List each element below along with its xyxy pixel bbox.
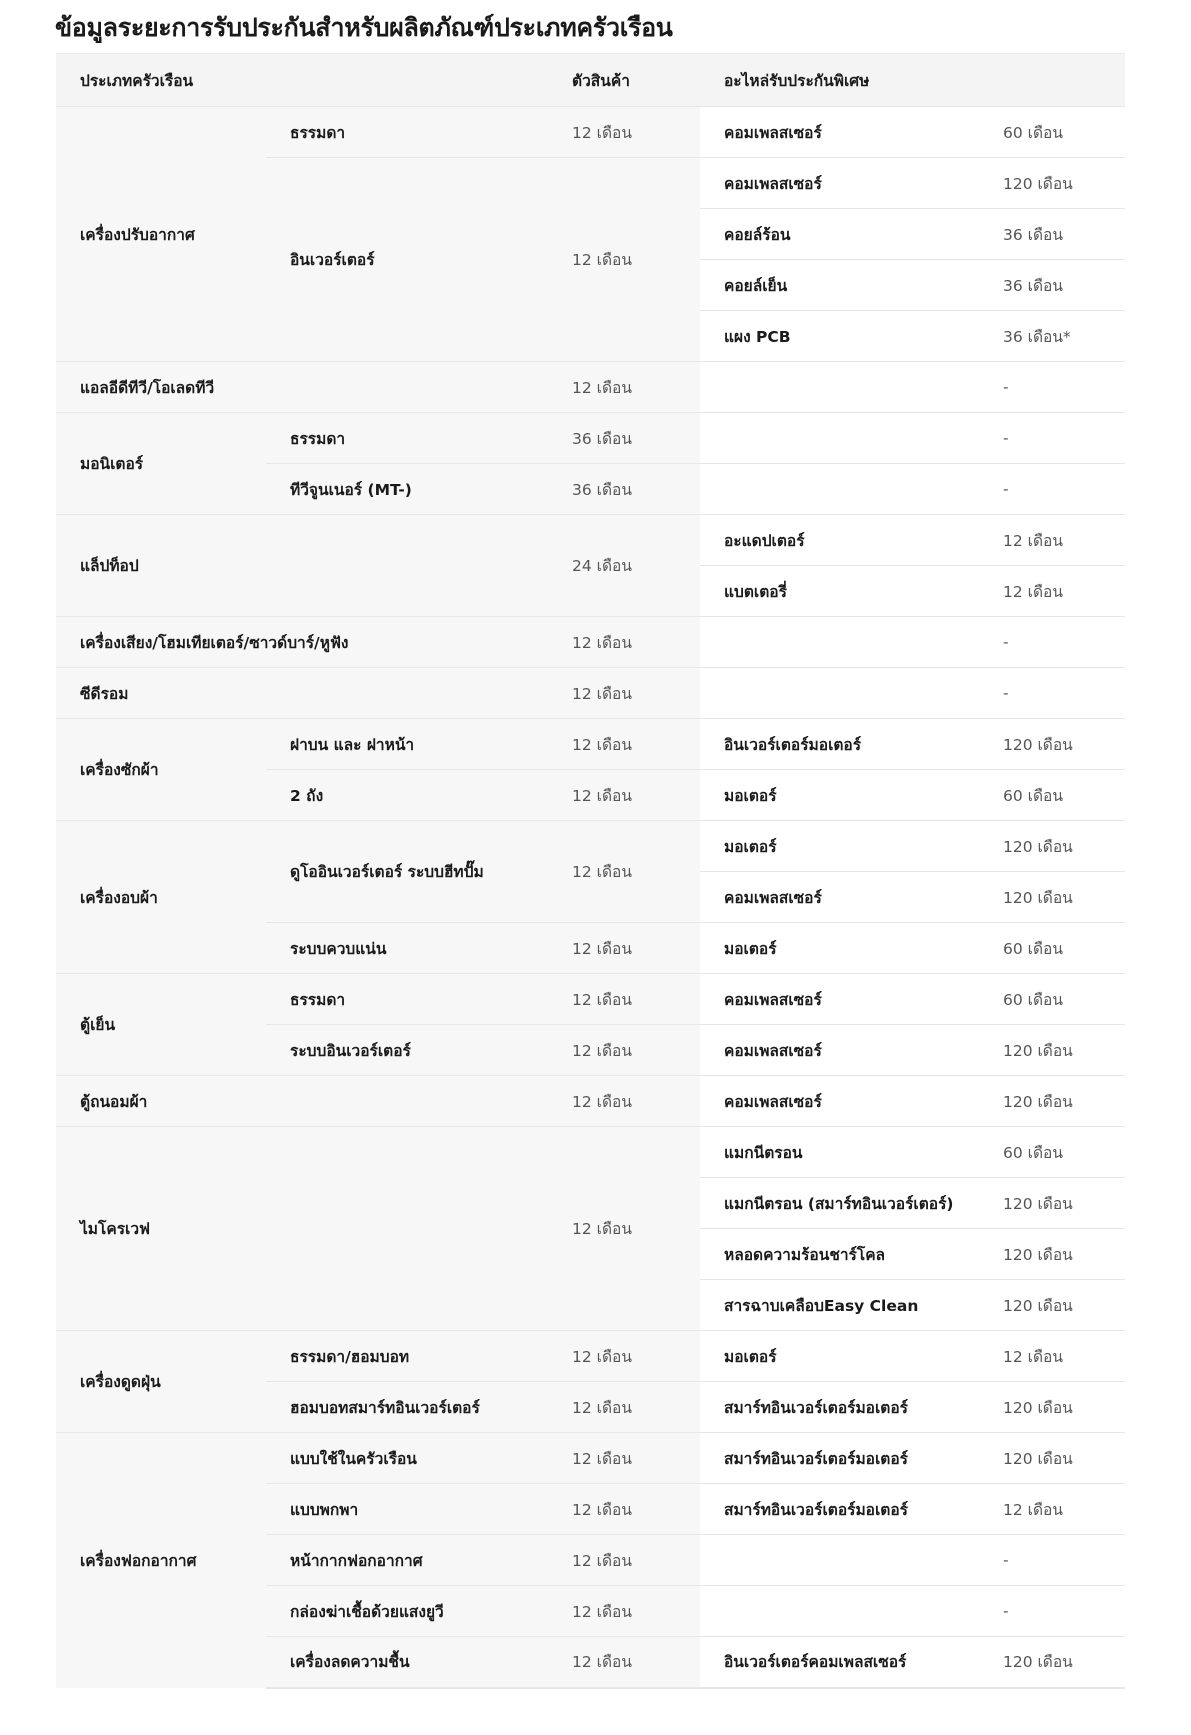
main-period-cell: 12 เดือน [548, 1637, 700, 1688]
table-row [56, 821, 1125, 872]
main-period-cell: 12 เดือน [548, 617, 700, 668]
part-cell: คอยล์ร้อน [700, 209, 979, 260]
table-row [56, 617, 1125, 668]
part-cell: คอมเพลสเซอร์ [700, 872, 979, 923]
subtype-cell: ฮอมบอทสมาร์ทอินเวอร์เตอร์ [266, 1382, 548, 1433]
table-row [56, 974, 1125, 1025]
part-period-cell: - [979, 617, 1125, 668]
part-cell: คอยล์เย็น [700, 260, 979, 311]
part-period-cell: 120 เดือน [979, 1229, 1125, 1280]
category-cell: ตู้เย็น [56, 974, 266, 1076]
warranty-table [56, 53, 1125, 1689]
subtype-cell: ฝาบน และ ฝาหน้า [266, 719, 548, 770]
table-row [56, 719, 1125, 770]
table-body [56, 107, 1125, 1688]
part-cell: อะแดปเตอร์ [700, 515, 979, 566]
part-period-cell: - [979, 362, 1125, 413]
main-period-cell: 12 เดือน [548, 1127, 700, 1331]
page-title: ข้อมูลระยะการรับประกันสำหรับผลิตภัณฑ์ประเภทครัวเรือน [55, 13, 673, 42]
part-period-cell: - [979, 668, 1125, 719]
part-period-cell: 120 เดือน [979, 1637, 1125, 1688]
table-row [56, 515, 1125, 566]
category-cell: มอนิเตอร์ [56, 413, 266, 515]
category-cell: เครื่องฟอกอากาศ [56, 1433, 266, 1688]
part-cell: คอมเพลสเซอร์ [700, 1025, 979, 1076]
part-cell: คอมเพลสเซอร์ [700, 158, 979, 209]
category-cell: ซีดีรอม [56, 668, 548, 719]
main-period-cell: 12 เดือน [548, 1076, 700, 1127]
part-cell: สมาร์ทอินเวอร์เตอร์มอเตอร์ [700, 1433, 979, 1484]
part-period-cell: - [979, 1535, 1125, 1586]
subtype-cell: ระบบควบแน่น [266, 923, 548, 974]
category-cell: เครื่องซักผ้า [56, 719, 266, 821]
part-period-cell: 60 เดือน [979, 1127, 1125, 1178]
part-period-cell: 12 เดือน [979, 1331, 1125, 1382]
table-row [56, 1331, 1125, 1382]
subtype-cell: ธรรมดา/ฮอมบอท [266, 1331, 548, 1382]
part-period-cell: 36 เดือน [979, 209, 1125, 260]
part-cell: อินเวอร์เตอร์คอมเพลสเซอร์ [700, 1637, 979, 1688]
part-period-cell: 120 เดือน [979, 1382, 1125, 1433]
part-cell: สารฉาบเคลือบEasy Clean [700, 1280, 979, 1331]
category-cell: ตู้ถนอมผ้า [56, 1076, 548, 1127]
part-cell: มอเตอร์ [700, 821, 979, 872]
main-period-cell: 12 เดือน [548, 158, 700, 362]
part-cell: สมาร์ทอินเวอร์เตอร์มอเตอร์ [700, 1484, 979, 1535]
part-cell [700, 1586, 979, 1637]
main-period-cell: 12 เดือน [548, 668, 700, 719]
part-cell: แมกนีตรอน (สมาร์ทอินเวอร์เตอร์) [700, 1178, 979, 1229]
main-period-cell: 12 เดือน [548, 107, 700, 158]
part-period-cell: 120 เดือน [979, 1076, 1125, 1127]
category-cell: เครื่องปรับอากาศ [56, 107, 266, 362]
table-header-row [56, 54, 1125, 107]
header-category: ประเภทครัวเรือน [56, 54, 548, 107]
part-period-cell: 120 เดือน [979, 1025, 1125, 1076]
part-period-cell: - [979, 464, 1125, 515]
table-row [56, 668, 1125, 719]
main-period-cell: 12 เดือน [548, 770, 700, 821]
part-period-cell: 12 เดือน [979, 566, 1125, 617]
subtype-cell: อินเวอร์เตอร์ [266, 158, 548, 362]
subtype-cell: ธรรมดา [266, 413, 548, 464]
table-row [56, 1433, 1125, 1484]
subtype-cell: กล่องฆ่าเชื้อด้วยแสงยูวี [266, 1586, 548, 1637]
main-period-cell: 12 เดือน [548, 362, 700, 413]
part-cell: มอเตอร์ [700, 770, 979, 821]
main-period-cell: 12 เดือน [548, 1535, 700, 1586]
part-cell [700, 617, 979, 668]
main-period-cell: 36 เดือน [548, 413, 700, 464]
part-period-cell: 120 เดือน [979, 158, 1125, 209]
category-cell: ไมโครเวฟ [56, 1127, 548, 1331]
part-cell: อินเวอร์เตอร์มอเตอร์ [700, 719, 979, 770]
main-period-cell: 24 เดือน [548, 515, 700, 617]
part-cell [700, 362, 979, 413]
table-row [56, 362, 1125, 413]
part-cell: มอเตอร์ [700, 923, 979, 974]
part-cell: แผง PCB [700, 311, 979, 362]
part-period-cell: 60 เดือน [979, 974, 1125, 1025]
part-cell: คอมเพลสเซอร์ [700, 107, 979, 158]
part-cell: แมกนีตรอน [700, 1127, 979, 1178]
part-cell: หลอดความร้อนชาร์โคล [700, 1229, 979, 1280]
category-cell: แอลอีดีทีวี/โอเลดทีวี [56, 362, 548, 413]
part-cell [700, 464, 979, 515]
part-period-cell: 12 เดือน [979, 515, 1125, 566]
subtype-cell: ทีวีจูนเนอร์ (MT-) [266, 464, 548, 515]
part-period-cell: 120 เดือน [979, 821, 1125, 872]
subtype-cell: ธรรมดา [266, 974, 548, 1025]
part-period-cell: 60 เดือน [979, 770, 1125, 821]
main-period-cell: 36 เดือน [548, 464, 700, 515]
part-cell: คอมเพลสเซอร์ [700, 1076, 979, 1127]
part-period-cell: 120 เดือน [979, 1433, 1125, 1484]
part-cell [700, 1535, 979, 1586]
table-row [56, 413, 1125, 464]
part-cell: มอเตอร์ [700, 1331, 979, 1382]
part-period-cell: 60 เดือน [979, 923, 1125, 974]
main-period-cell: 12 เดือน [548, 1382, 700, 1433]
category-cell: เครื่องอบผ้า [56, 821, 266, 974]
main-period-cell: 12 เดือน [548, 1586, 700, 1637]
main-period-cell: 12 เดือน [548, 974, 700, 1025]
part-period-cell: 36 เดือน [979, 260, 1125, 311]
subtype-cell: เครื่องลดความชื้น [266, 1637, 548, 1688]
part-cell [700, 413, 979, 464]
part-cell [700, 668, 979, 719]
category-cell: เครื่องดูดฝุ่น [56, 1331, 266, 1433]
part-period-cell: 120 เดือน [979, 1280, 1125, 1331]
subtype-cell: แบบใช้ในครัวเรือน [266, 1433, 548, 1484]
part-period-cell: 60 เดือน [979, 107, 1125, 158]
subtype-cell: แบบพกพา [266, 1484, 548, 1535]
part-cell: แบตเตอรี่ [700, 566, 979, 617]
main-period-cell: 12 เดือน [548, 923, 700, 974]
table-row [56, 107, 1125, 158]
subtype-cell: หน้ากากฟอกอากาศ [266, 1535, 548, 1586]
part-period-cell: - [979, 1586, 1125, 1637]
table-row [56, 1076, 1125, 1127]
category-cell: แล็ปท็อป [56, 515, 548, 617]
main-period-cell: 12 เดือน [548, 821, 700, 923]
main-period-cell: 12 เดือน [548, 1433, 700, 1484]
main-period-cell: 12 เดือน [548, 1331, 700, 1382]
category-cell: เครื่องเสียง/โฮมเทียเตอร์/ซาวด์บาร์/หูฟัง [56, 617, 548, 668]
part-cell: สมาร์ทอินเวอร์เตอร์มอเตอร์ [700, 1382, 979, 1433]
part-period-cell: - [979, 413, 1125, 464]
part-cell: คอมเพลสเซอร์ [700, 974, 979, 1025]
subtype-cell: 2 ถัง [266, 770, 548, 821]
main-period-cell: 12 เดือน [548, 719, 700, 770]
table-row [56, 1127, 1125, 1178]
subtype-cell: ดูโออินเวอร์เตอร์ ระบบฮีทปั๊ม [266, 821, 548, 923]
header-main: ตัวสินค้า [548, 54, 700, 107]
part-period-cell: 12 เดือน [979, 1484, 1125, 1535]
part-period-cell: 120 เดือน [979, 872, 1125, 923]
subtype-cell: ธรรมดา [266, 107, 548, 158]
main-period-cell: 12 เดือน [548, 1484, 700, 1535]
part-period-cell: 36 เดือน* [979, 311, 1125, 362]
subtype-cell: ระบบอินเวอร์เตอร์ [266, 1025, 548, 1076]
part-period-cell: 120 เดือน [979, 719, 1125, 770]
part-period-cell: 120 เดือน [979, 1178, 1125, 1229]
header-part: อะไหล่รับประกันพิเศษ [700, 54, 1125, 107]
main-period-cell: 12 เดือน [548, 1025, 700, 1076]
